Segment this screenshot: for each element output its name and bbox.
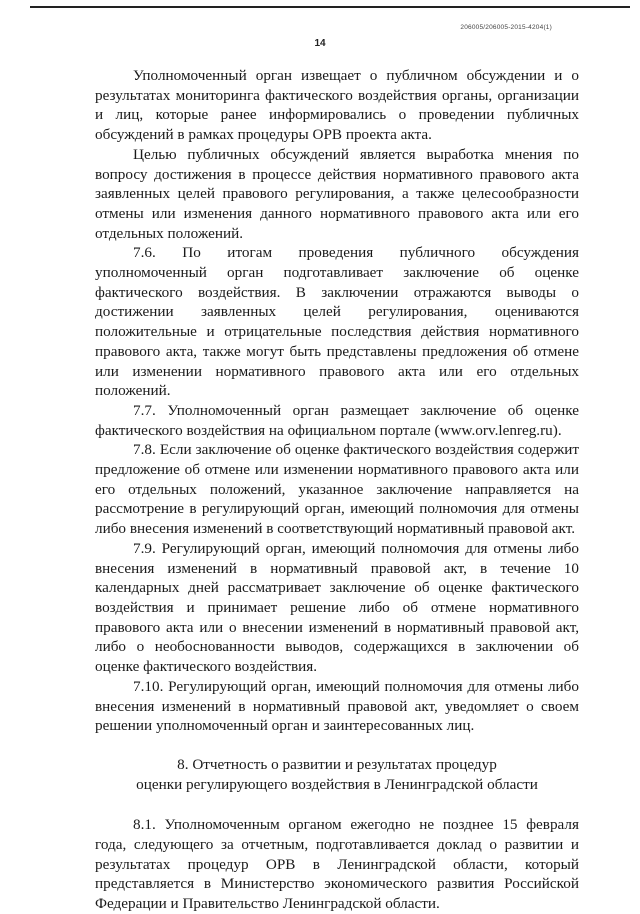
section-8-heading — [95, 755, 579, 794]
page-number: 14 — [314, 38, 326, 49]
paragraph-7-8: 7.8. Если заключение об оценке фактического воздействия содержит предложение об отмене или изменении нормативного правового акта или его отдельных положений, указанное заключение направляется на рассмотрение в регулирующий орган, имеющий полномочия для отмены либо внесения изменений в соответствующий нормативный правовой акт. — [95, 441, 579, 538]
section-heading-line-1: 8. Отчетность о развитии и результатах процедур — [177, 755, 497, 773]
document-id: 206005/206005-2015-4204(1) — [460, 24, 552, 31]
paragraph-7-10: 7.10. Регулирующий орган, имеющий полномочия для отмены либо внесения изменений в нормативный правовой акт, уведомляет о своем решении уполномоченный орган и заинтересованных лиц. — [95, 677, 579, 735]
paragraph-7-9: 7.9. Регулирующий орган, имеющий полномочия для отмены либо внесения изменений в нормативный правовой акт, в течение 10 календарных дней рассматривает заключение об оценке фактического воздействия и принимает решение либо об отмене нормативного правового акта или о внесении изменений в нормативный правовой акт, либо о необоснованности выводов, содержащихся в заключении об оценке фактического воздействия. — [95, 539, 579, 676]
page-body — [95, 66, 579, 914]
paragraph-8-1: 8.1. Уполномоченным органом ежегодно не позднее 15 февраля года, следующего за отчетным, подготавливается доклад о развитии и результатах процедур ОРВ в Ленинградской области, который представляется в Министерство экономического развития Российской Федерации и Правительство Ленинградской области. — [95, 816, 579, 913]
paragraph-7-6: 7.6. По итогам проведения публичного обсуждения уполномоченный орган подготавливает заключение об оценке фактического воздействия. В заключении отражаются выводы о достижении заявленных целей регулирования, оцениваются положительные и отрицательные последствия действия нормативного правового акта, также могут быть представлены предложения об отмене или изменении нормативного правового акта или его отдельных положений. — [95, 244, 579, 400]
paragraph-7-7: 7.7. Уполномоченный орган размещает заключение об оценке фактического воздействия на официальном портале (www.orv.lenreg.ru). — [95, 401, 579, 439]
top-border-line — [30, 6, 630, 8]
section-heading-line-2: оценки регулирующего воздействия в Ленинградской области — [136, 775, 538, 793]
paragraph-notification: Уполномоченный орган извещает о публичном обсуждении и о результатах мониторинга фактического воздействия органы, организации и лиц, которые ранее информировались о проведении публичных обсуждений в рамках процедуры ОРВ проекта акта. — [95, 67, 579, 144]
paragraph-purpose: Целью публичных обсуждений является выработка мнения по вопросу достижения в процессе действия нормативного правового акта заявленных целей правового регулирования, а также целесообразности отмены или изменения данного нормативного правового акта или его отдельных положений. — [95, 145, 579, 242]
